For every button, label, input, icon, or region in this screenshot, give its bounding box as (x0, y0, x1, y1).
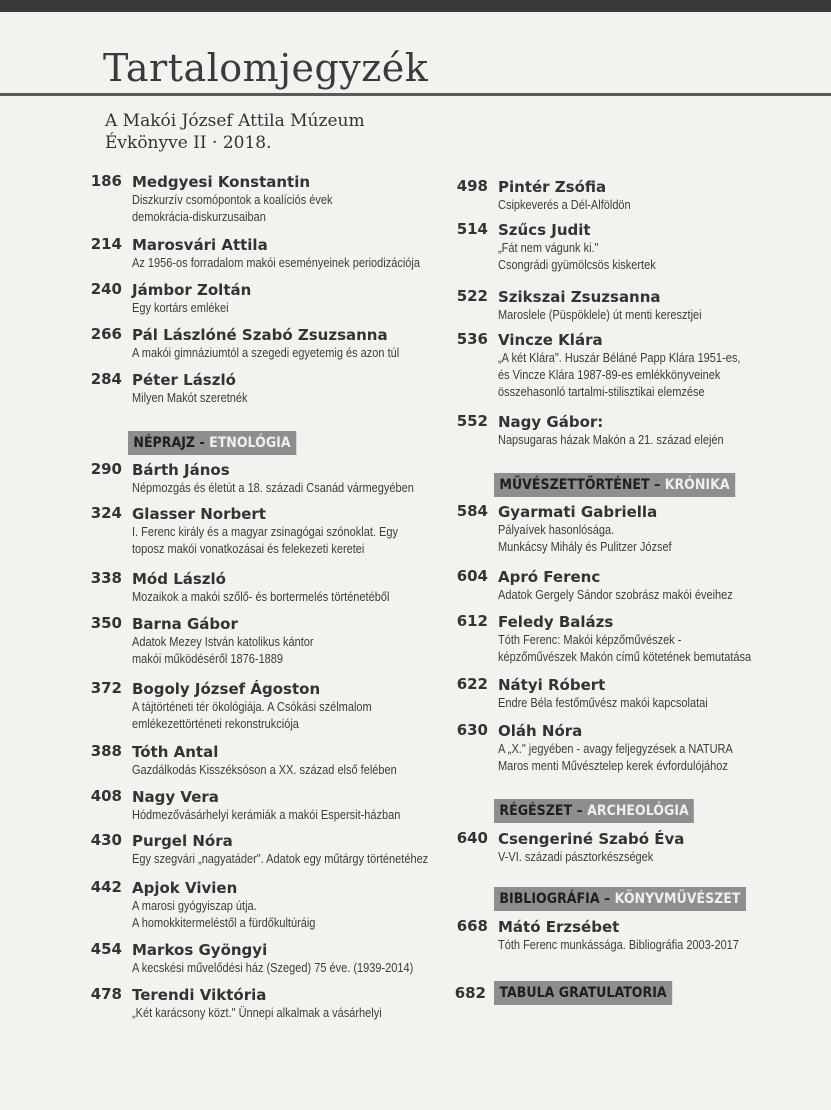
entry-title-line: összehasonló tartalmi-stilisztikai elemzése (498, 385, 705, 399)
entry-title-line: Egy kortárs emlékei (132, 301, 229, 315)
entry-title-line: A homokkitermeléstől a fürdőkultúráig (132, 916, 316, 930)
entry-author: Jámbor Zoltán (132, 281, 252, 299)
entry-author: Glasser Norbert (132, 505, 266, 523)
entry-title-line: képzőművészek Makón című kötetének bemutatása (498, 650, 752, 664)
section-tabula-gratulatoria (494, 981, 672, 1005)
section-bibliografia-sub: KÖNYVMŰVÉSZET (614, 891, 741, 907)
entry-title-line: V-VI. századi pásztorkészségek (498, 850, 654, 864)
entry-title-line: Diszkurzív csomópontok a koalíciós évek (132, 193, 333, 207)
entry-author: Apró Ferenc (498, 568, 601, 586)
section-muveszet-main: MŰVÉSZETTÖRTÉNET (499, 477, 650, 493)
entry-title-line: makói működéséről 1876-1889 (132, 652, 284, 666)
entry-title-line: „Két karácsony közt." Ünnepi alkalmak a vásárhelyi (132, 1006, 382, 1020)
entry-title-line: Adatok Gergely Sándor szobrász makói éveihez (498, 588, 733, 602)
section-bibliografia-main: BIBLIOGRÁFIA (499, 891, 600, 907)
entry-title-line: Az 1956-os forradalom makói eseményeinek periodizációja (132, 256, 420, 270)
page-number: 668 (456, 917, 488, 935)
entry-author: Pál Lászlóné Szabó Zsuzsanna (132, 326, 388, 344)
page-title: Tartalomjegyzék (103, 46, 429, 90)
entry-author: Szűcs Judit (498, 221, 591, 239)
section-bibliografia (494, 887, 746, 911)
page-number: 622 (456, 675, 488, 693)
entry-title-line: Tóth Ferenc munkássága. Bibliográfia 2003-2017 (498, 938, 739, 952)
entry-title-line: Egy szegvári „nagyatáder". Adatok egy műtárgy történetéhez (132, 852, 429, 866)
page-number: 408 (90, 787, 122, 805)
subtitle (105, 110, 365, 154)
page-number: 430 (90, 831, 122, 849)
page-number: 454 (90, 940, 122, 958)
entry-author: Nagy Vera (132, 788, 219, 806)
entry-title-line: „Fát nem vágunk ki." (498, 241, 599, 255)
entry-title-line: Csipkeverés a Dél-Alföldön (498, 198, 631, 212)
entry-author: Vincze Klára (498, 331, 603, 349)
entry-title-line: toposz makói vonatkozásai és felekezeti keretei (132, 542, 365, 556)
entry-title-line: Munkácsy Mihály és Pulitzer József (498, 540, 672, 554)
entry-author: Oláh Nóra (498, 722, 583, 740)
page-number: 604 (456, 567, 488, 585)
entry-title-line: Hódmezővásárhelyi kerámiák a makói Espersit-házban (132, 808, 401, 822)
entry-author: Pintér Zsófia (498, 178, 607, 196)
entry-title-line: A makói gimnáziumtól a szegedi egyetemig és azon túl (132, 346, 400, 360)
page-number: 640 (456, 829, 488, 847)
section-regeszet-sub: ARCHEOLÓGIA (587, 803, 689, 819)
entry-title-line: Csongrádi gyümölcsös kiskertek (498, 258, 656, 272)
entry-author: Feledy Balázs (498, 613, 614, 631)
entry-author: Bárth János (132, 461, 230, 479)
entry-title-line: A tájtörténeti tér ökológiája. A Csókási szélmalom (132, 700, 372, 714)
entry-title-line: A kecskési művelődési ház (Szeged) 75 éve. (1939-2014) (132, 961, 414, 975)
page-number: 214 (90, 235, 122, 253)
title-rule (0, 93, 831, 96)
entry-author: Markos Gyöngyi (132, 941, 268, 959)
page-number: 338 (90, 569, 122, 587)
page-number: 514 (456, 220, 488, 238)
page-number: 266 (90, 325, 122, 343)
page-number: 682 (454, 984, 486, 1002)
entry-author: Tóth Antal (132, 743, 219, 761)
page-number: 284 (90, 370, 122, 388)
section-regeszet (494, 799, 694, 823)
entry-title-line: Milyen Makót szeretnék (132, 391, 248, 405)
page-number: 324 (90, 504, 122, 522)
section-bibliografia-sep: – (599, 891, 615, 907)
entry-author: Gyarmati Gabriella (498, 503, 658, 521)
entry-title-line: Adatok Mezey István katolikus kántor (132, 635, 314, 649)
entry-author: Csengeriné Szabó Éva (498, 830, 685, 848)
page-number: 630 (456, 721, 488, 739)
entry-title-line: Mozaikok a makói szőlő- és bortermelés történetéből (132, 590, 390, 604)
entry-author: Nátyi Róbert (498, 676, 606, 694)
entry-author: Mátó Erzsébet (498, 918, 620, 936)
page-number: 498 (456, 177, 488, 195)
page-number: 522 (456, 287, 488, 305)
entry-author: Péter László (132, 371, 236, 389)
page-number: 478 (90, 985, 122, 1003)
entry-author: Purgel Nóra (132, 832, 233, 850)
entry-author: Barna Gábor (132, 615, 238, 633)
entry-title-line: Gazdálkodás Kisszéksóson a XX. század első felében (132, 763, 397, 777)
entry-title-line: Endre Béla festőművész makói kapcsolatai (498, 696, 708, 710)
entry-title-line: Pályaívek hasonlósága. (498, 523, 615, 537)
section-regeszet-sep: – (572, 803, 588, 819)
page-number: 584 (456, 502, 488, 520)
section-tabula-label: TABULA GRATULATORIA (499, 985, 667, 1001)
entry-author: Apjok Vivien (132, 879, 238, 897)
page-number: 290 (90, 460, 122, 478)
entry-title-line: Népmozgás és életút a 18. századi Csanád vármegyében (132, 481, 414, 495)
entry-author: Terendi Viktória (132, 986, 267, 1004)
entry-title-line: Maros menti Művésztelep kerek évfordulójához (498, 759, 728, 773)
section-muveszet-sep: – (649, 477, 665, 493)
subtitle-line-2: Évkönyve II · 2018. (105, 133, 272, 153)
entry-author: Bogoly József Ágoston (132, 680, 321, 698)
section-muveszettortenet (494, 473, 735, 497)
entry-title-line: Maroslele (Püspöklele) út menti keresztjei (498, 308, 702, 322)
page-number: 552 (456, 412, 488, 430)
entry-author: Szikszai Zsuzsanna (498, 288, 661, 306)
page-number: 186 (90, 172, 122, 190)
page-number: 240 (90, 280, 122, 298)
section-neprajz-sub: ETNOLÓGIA (209, 435, 291, 451)
page-number: 388 (90, 742, 122, 760)
page-number: 612 (456, 612, 488, 630)
page-number: 442 (90, 878, 122, 896)
entry-author: Nagy Gábor: (498, 413, 604, 431)
entry-title-line: Napsugaras házak Makón a 21. század elején (498, 433, 724, 447)
entry-title-line: és Vincze Klára 1987-89-es emlékkönyveinek (498, 368, 721, 382)
entry-author: Medgyesi Konstantin (132, 173, 311, 191)
entry-author: Marosvári Attila (132, 236, 268, 254)
section-neprajz (128, 431, 296, 455)
entry-author: Mód László (132, 570, 226, 588)
section-neprajz-main: NÉPRAJZ (133, 435, 196, 451)
page-top-edge (0, 0, 831, 12)
entry-title-line: demokrácia-diskurzusaiban (132, 210, 266, 224)
entry-title-line: I. Ferenc király és a magyar zsinagógai szónoklat. Egy (132, 525, 398, 539)
page-number: 536 (456, 330, 488, 348)
entry-title-line: A „X." jegyében - avagy feljegyzések a NATURA (498, 742, 733, 756)
subtitle-line-1: A Makói József Attila Múzeum (105, 111, 365, 131)
page-number: 372 (90, 679, 122, 697)
section-muveszet-sub: KRÓNIKA (664, 477, 730, 493)
entry-title-line: A marosi gyógyiszap útja. (132, 899, 257, 913)
entry-title-line: emlékezettörténeti rekonstrukciója (132, 717, 299, 731)
entry-title-line: „A két Klára". Huszár Béláné Papp Klára 1951-es, (498, 351, 741, 365)
section-regeszet-main: RÉGÉSZET (499, 803, 573, 819)
page-number: 350 (90, 614, 122, 632)
entry-title-line: Tóth Ferenc: Makói képzőművészek - (498, 633, 682, 647)
section-neprajz-sep: - (195, 435, 210, 451)
